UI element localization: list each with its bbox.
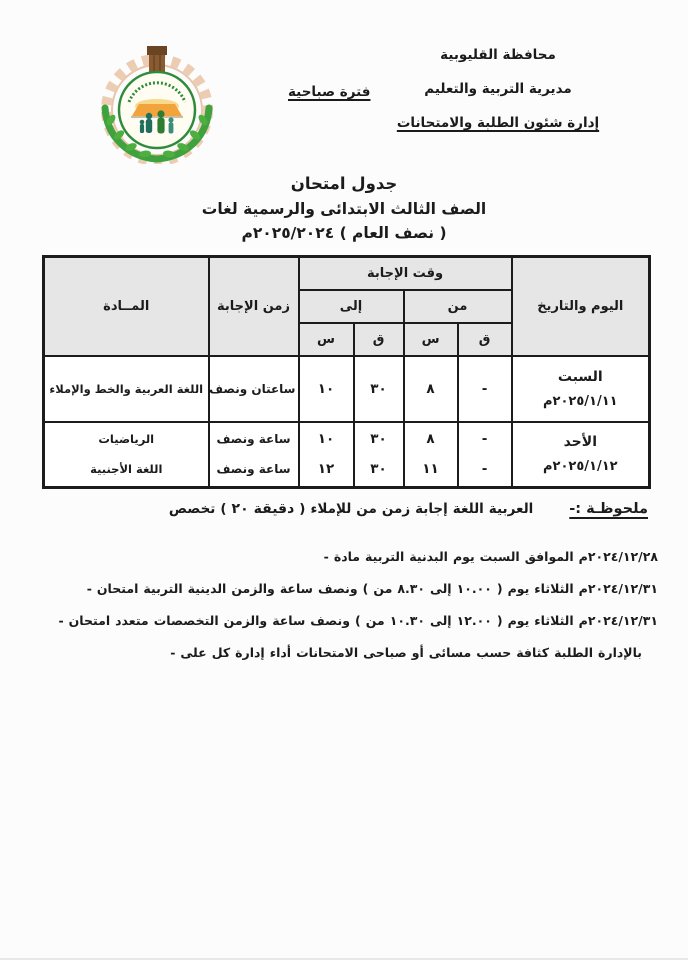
footnote-text: - مادة التربية البدنية يوم السبت الموافق ٢٠٢٤/١٢/٢٨م <box>323 548 658 564</box>
period-label: فترة صباحية <box>288 84 371 100</box>
from-hours-cell: ٨ <box>404 356 458 422</box>
footnote-text: - امتحان التربية الدينية والزمن ساعة ونصف ( من ٨.٣٠ إلى ١٠.٠٠ ) يوم الثلاثاء ٢٠٢٤/١٢/٣١م <box>86 580 658 596</box>
note-label: ملحوظـة :- <box>569 501 648 517</box>
from-hours-cell: ٨ ١١ <box>404 422 458 488</box>
day-name: الأحد <box>563 434 597 451</box>
day-date: ٢٠٢٥/١/١٢م <box>543 459 618 475</box>
footnote-item <box>30 572 658 604</box>
title-line-2: الصف الثالث الابتدائى والرسمية لغات <box>201 200 487 218</box>
to-hours-cell: ١٠ <box>299 356 354 422</box>
directorate-name: مديرية التربية والتعليم <box>424 81 572 97</box>
col-header-to-hours: س <box>299 323 354 356</box>
col-header-from-hours: س <box>404 323 458 356</box>
table-row-saturday <box>44 356 650 422</box>
footnote-item <box>30 636 658 668</box>
note-text: تخصص ( ٢٠ دقيقة ) للإملاء من زمن إجابة اللغة العربية <box>168 501 534 517</box>
col-header-from-minutes: ق <box>458 323 512 356</box>
col-header-duration: زمن الإجابة <box>209 257 299 356</box>
subject-cell: الرياضيات اللغة الأجنبية <box>44 422 209 488</box>
duration-cell: ساعتان ونصف <box>209 356 299 422</box>
governorate-emblem-icon <box>93 40 225 164</box>
day-date-cell <box>512 422 650 488</box>
org-header-block <box>348 38 648 140</box>
day-name: السبت <box>557 368 603 385</box>
col-header-subject: المــادة <box>44 257 209 356</box>
footnote-item <box>30 540 658 572</box>
day-date-cell <box>512 356 650 422</box>
footnotes-list <box>30 540 658 668</box>
footnote-item <box>30 604 658 636</box>
day-date: ٢٠٢٥/١/١١م <box>543 393 618 409</box>
col-header-to-minutes: ق <box>354 323 404 356</box>
document-title-block <box>0 174 688 242</box>
col-header-answer-time: وقت الإجابة <box>299 257 512 290</box>
governorate-emblem-logo <box>93 40 225 164</box>
col-header-day-date: اليوم والتاريخ <box>512 257 650 356</box>
table-row-sunday <box>44 422 650 488</box>
title-line-3: ( نصف العام ) ٢٠٢٥/٢٠٢٤م <box>241 224 447 242</box>
exam-schedule-table <box>42 255 651 489</box>
administration-name: إدارة شئون الطلبة والامتحانات <box>396 115 600 131</box>
col-header-to: إلى <box>299 290 404 323</box>
footnote-text: - على كل إدارة أداء الامتحانات صباحى أو مسائى حسب كثافة الطلبة بالإدارة <box>170 644 642 660</box>
to-minutes-cell: ٣٠ <box>354 356 404 422</box>
title-line-1: جدول امتحان <box>290 174 398 193</box>
governorate-name: محافظة القليوبية <box>440 47 556 63</box>
note-line <box>42 494 648 524</box>
from-minutes-cell: - <box>458 356 512 422</box>
subject-cell: اللغة العربية والخط والإملاء <box>44 356 209 422</box>
col-header-from: من <box>404 290 512 323</box>
from-minutes-cell: - - <box>458 422 512 488</box>
footnote-text: - امتحان متعدد التخصصات والزمن ساعة ونصف ( من ١٠.٣٠ إلى ١٢.٠٠ ) يوم الثلاثاء ٢٠٢٤/١٢/٣١م <box>58 612 658 628</box>
to-hours-cell: ١٠ ١٢ <box>299 422 354 488</box>
duration-cell: ساعة ونصف ساعة ونصف <box>209 422 299 488</box>
to-minutes-cell: ٣٠ ٣٠ <box>354 422 404 488</box>
